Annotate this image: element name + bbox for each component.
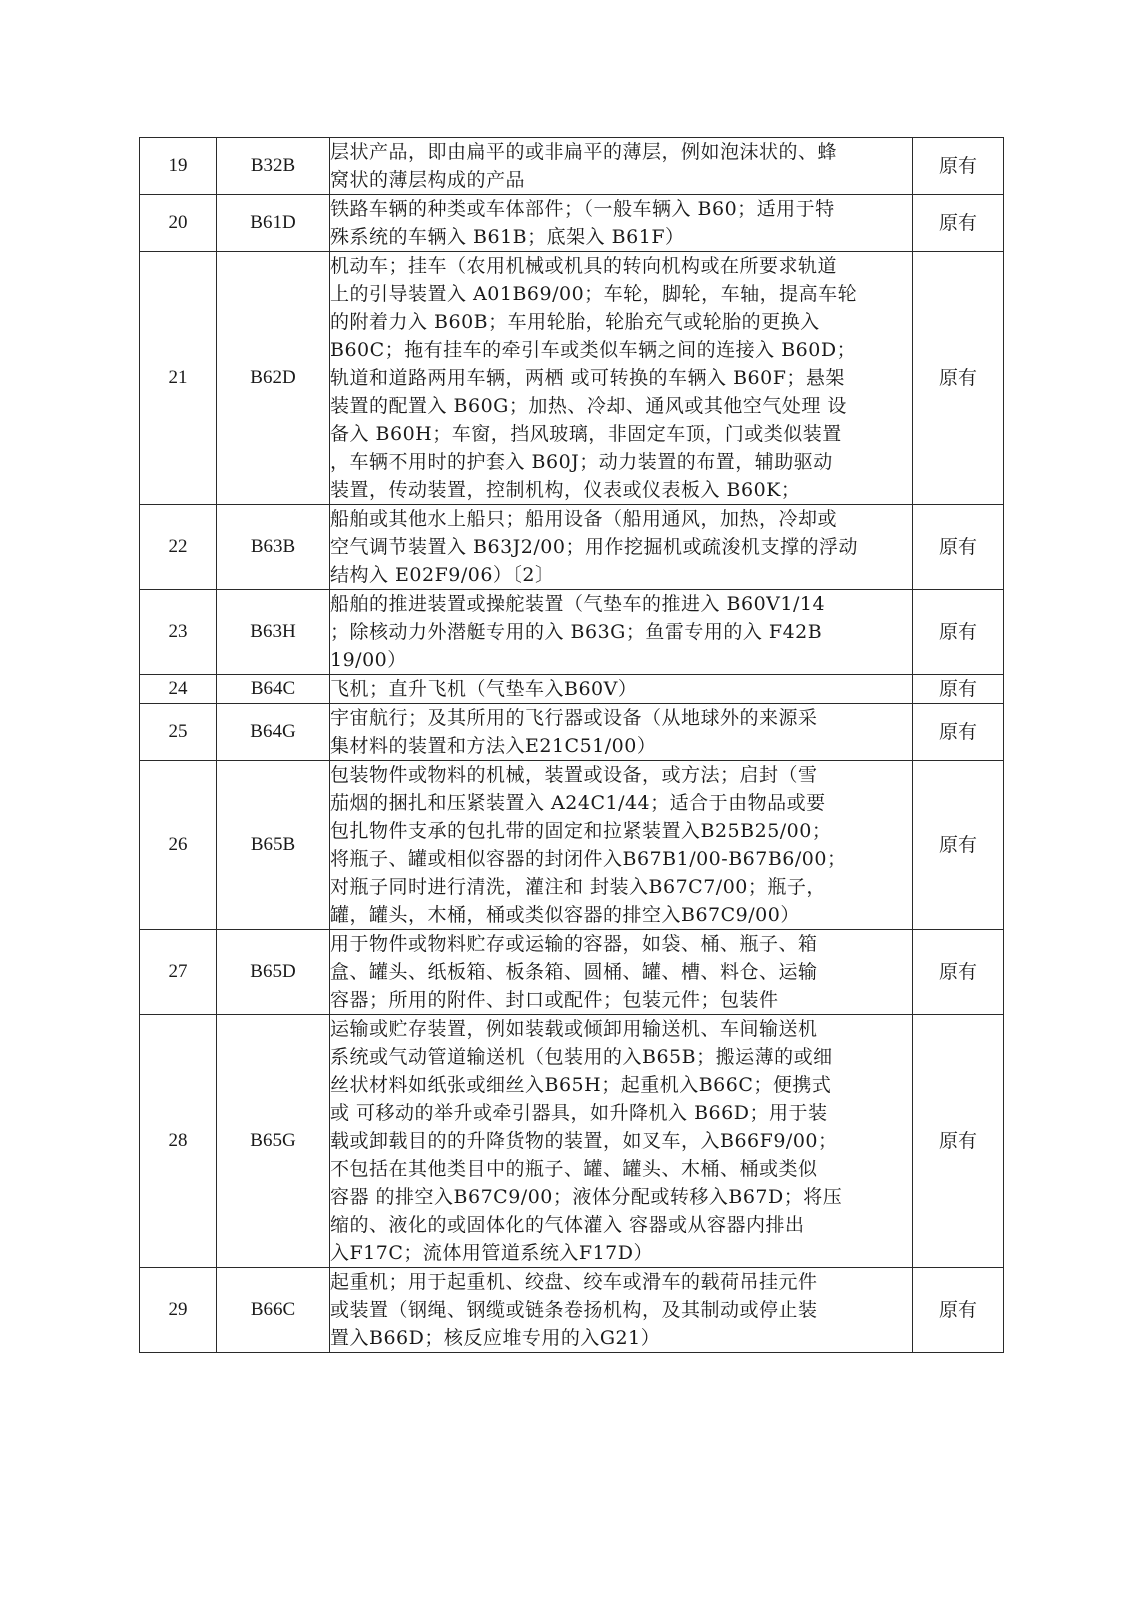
status-label: 原有 bbox=[913, 704, 1004, 761]
classification-description bbox=[330, 1268, 913, 1353]
status-label: 原有 bbox=[913, 930, 1004, 1015]
description-line: 盒、罐头、纸板箱、板条箱、圆桶、罐、槽、料仓、运输 bbox=[330, 961, 818, 983]
description-line: 缩的、液化的或固体化的气体灌入 容器或从容器内排出 bbox=[330, 1214, 805, 1236]
description-line: 集材料的装置和方法入E21C51/00） bbox=[330, 735, 657, 757]
description-line: 起重机；用于起重机、绞盘、绞车或滑车的载荷吊挂元件 bbox=[330, 1271, 818, 1293]
classification-code: B66C bbox=[217, 1268, 330, 1353]
classification-code: B32B bbox=[217, 138, 330, 195]
classification-table bbox=[139, 137, 1004, 1353]
description-line: 运输或贮存装置，例如装载或倾卸用输送机、车间输送机 bbox=[330, 1018, 818, 1040]
description-line: 层状产品，即由扁平的或非扁平的薄层，例如泡沫状的、蜂 bbox=[330, 141, 838, 163]
description-line: B60C；拖有挂车的牵引车或类似车辆之间的连接入 B60D； bbox=[330, 339, 857, 361]
table-body bbox=[140, 138, 1004, 1353]
description-line: 船舶的推进装置或操舵装置（气垫车的推进入 B60V1/14 bbox=[330, 593, 826, 615]
table-row bbox=[140, 675, 1004, 704]
classification-description bbox=[330, 505, 913, 590]
classification-description bbox=[330, 138, 913, 195]
description-line: 对瓶子同时进行清洗，灌注和 封装入B67C7/00；瓶子， bbox=[330, 876, 826, 898]
description-line: 将瓶子、罐或相似容器的封闭件入B67B1/00-B67B6/00； bbox=[330, 848, 847, 870]
table-row bbox=[140, 138, 1004, 195]
status-label: 原有 bbox=[913, 761, 1004, 930]
description-line: 飞机；直升飞机（气垫车入B60V） bbox=[330, 678, 638, 700]
description-line: 19/00） bbox=[330, 649, 407, 671]
row-number: 27 bbox=[140, 930, 217, 1015]
classification-description bbox=[330, 252, 913, 505]
classification-description bbox=[330, 704, 913, 761]
row-number: 24 bbox=[140, 675, 217, 704]
status-label: 原有 bbox=[913, 675, 1004, 704]
classification-code: B62D bbox=[217, 252, 330, 505]
classification-description bbox=[330, 590, 913, 675]
status-label: 原有 bbox=[913, 1015, 1004, 1268]
table-row bbox=[140, 1015, 1004, 1268]
classification-code: B65G bbox=[217, 1015, 330, 1268]
description-line: 系统或气动管道输送机（包装用的入B65B；搬运薄的或细 bbox=[330, 1046, 833, 1068]
description-line: 容器；所用的附件、封口或配件；包装元件；包装件 bbox=[330, 989, 779, 1011]
classification-code: B65D bbox=[217, 930, 330, 1015]
description-line: 置入B66D；核反应堆专用的入G21） bbox=[330, 1327, 661, 1349]
row-number: 23 bbox=[140, 590, 217, 675]
classification-description bbox=[330, 675, 913, 704]
description-line: 入F17C；流体用管道系统入F17D） bbox=[330, 1242, 653, 1264]
status-label: 原有 bbox=[913, 252, 1004, 505]
classification-description bbox=[330, 761, 913, 930]
table-row bbox=[140, 1268, 1004, 1353]
table-row bbox=[140, 590, 1004, 675]
description-line: 或装置（钢绳、钢缆或链条卷扬机构，及其制动或停止装 bbox=[330, 1299, 818, 1321]
table-row bbox=[140, 195, 1004, 252]
classification-code: B63B bbox=[217, 505, 330, 590]
table-row bbox=[140, 930, 1004, 1015]
description-line: 罐，罐头，木桶，桶或类似容器的排空入B67C9/00） bbox=[330, 904, 800, 926]
description-line: 机动车；挂车（农用机械或机具的转向机构或在所要求轨道 bbox=[330, 255, 838, 277]
description-line: 上的引导装置入 A01B69/00；车轮，脚轮，车轴，提高车轮 bbox=[330, 283, 858, 305]
description-line: 空气调节装置入 B63J2/00；用作挖掘机或疏浚机支撑的浮动 bbox=[330, 536, 858, 558]
row-number: 22 bbox=[140, 505, 217, 590]
row-number: 20 bbox=[140, 195, 217, 252]
classification-code: B65B bbox=[217, 761, 330, 930]
row-number: 26 bbox=[140, 761, 217, 930]
table-row bbox=[140, 761, 1004, 930]
row-number: 21 bbox=[140, 252, 217, 505]
description-line: 载或卸载目的的升降货物的装置，如叉车，入B66F9/00； bbox=[330, 1130, 838, 1152]
row-number: 25 bbox=[140, 704, 217, 761]
description-line: 容器 的排空入B67C9/00；液体分配或转移入B67D；将压 bbox=[330, 1186, 843, 1208]
description-line: 船舶或其他水上船只；船用设备（船用通风，加热，冷却或 bbox=[330, 508, 838, 530]
description-line: 茄烟的捆扎和压紧装置入 A24C1/44；适合于由物品或要 bbox=[330, 792, 826, 814]
row-number: 29 bbox=[140, 1268, 217, 1353]
status-label: 原有 bbox=[913, 505, 1004, 590]
description-line: 包装物件或物料的机械，装置或设备，或方法；启封（雪 bbox=[330, 764, 818, 786]
classification-code: B64C bbox=[217, 675, 330, 704]
classification-description bbox=[330, 1015, 913, 1268]
status-label: 原有 bbox=[913, 138, 1004, 195]
description-line: 窝状的薄层构成的产品 bbox=[330, 169, 526, 191]
description-line: 丝状材料如纸张或细丝入B65H；起重机入B66C；便携式 bbox=[330, 1074, 832, 1096]
description-line: ，车辆不用时的护套入 B60J；动力装置的布置，辅助驱动 bbox=[330, 451, 833, 473]
classification-description bbox=[330, 195, 913, 252]
description-line: 殊系统的车辆入 B61B；底架入 B61F） bbox=[330, 226, 685, 248]
description-line: 不包括在其他类目中的瓶子、罐、罐头、木桶、桶或类似 bbox=[330, 1158, 818, 1180]
classification-code: B64G bbox=[217, 704, 330, 761]
description-line: 轨道和道路两用车辆，两栖 或可转换的车辆入 B60F；悬架 bbox=[330, 367, 845, 389]
description-line: 或 可移动的举升或牵引器具，如升降机入 B66D；用于装 bbox=[330, 1102, 828, 1124]
description-line: 用于物件或物料贮存或运输的容器，如袋、桶、瓶子、箱 bbox=[330, 933, 818, 955]
table-row bbox=[140, 505, 1004, 590]
description-line: 的附着力入 B60B；车用轮胎，轮胎充气或轮胎的更换入 bbox=[330, 311, 820, 333]
row-number: 28 bbox=[140, 1015, 217, 1268]
table-row bbox=[140, 704, 1004, 761]
status-label: 原有 bbox=[913, 1268, 1004, 1353]
status-label: 原有 bbox=[913, 195, 1004, 252]
description-line: ；除核动力外潜艇专用的入 B63G；鱼雷专用的入 F42B bbox=[330, 621, 823, 643]
classification-code: B61D bbox=[217, 195, 330, 252]
description-line: 结构入 E02F9/06）〔2〕 bbox=[330, 564, 555, 586]
row-number: 19 bbox=[140, 138, 217, 195]
description-line: 宇宙航行；及其所用的飞行器或设备（从地球外的来源采 bbox=[330, 707, 818, 729]
description-line: 包扎物件支承的包扎带的固定和拉紧装置入B25B25/00； bbox=[330, 820, 832, 842]
description-line: 装置，传动装置，控制机构，仪表或仪表板入 B60K； bbox=[330, 479, 801, 501]
classification-code: B63H bbox=[217, 590, 330, 675]
table-row bbox=[140, 252, 1004, 505]
description-line: 备入 B60H；车窗，挡风玻璃，非固定车顶，门或类似装置 bbox=[330, 423, 842, 445]
status-label: 原有 bbox=[913, 590, 1004, 675]
classification-description bbox=[330, 930, 913, 1015]
description-line: 装置的配置入 B60G；加热、冷却、通风或其他空气处理 设 bbox=[330, 395, 847, 417]
description-line: 铁路车辆的种类或车体部件；（一般车辆入 B60；适用于特 bbox=[330, 198, 835, 220]
